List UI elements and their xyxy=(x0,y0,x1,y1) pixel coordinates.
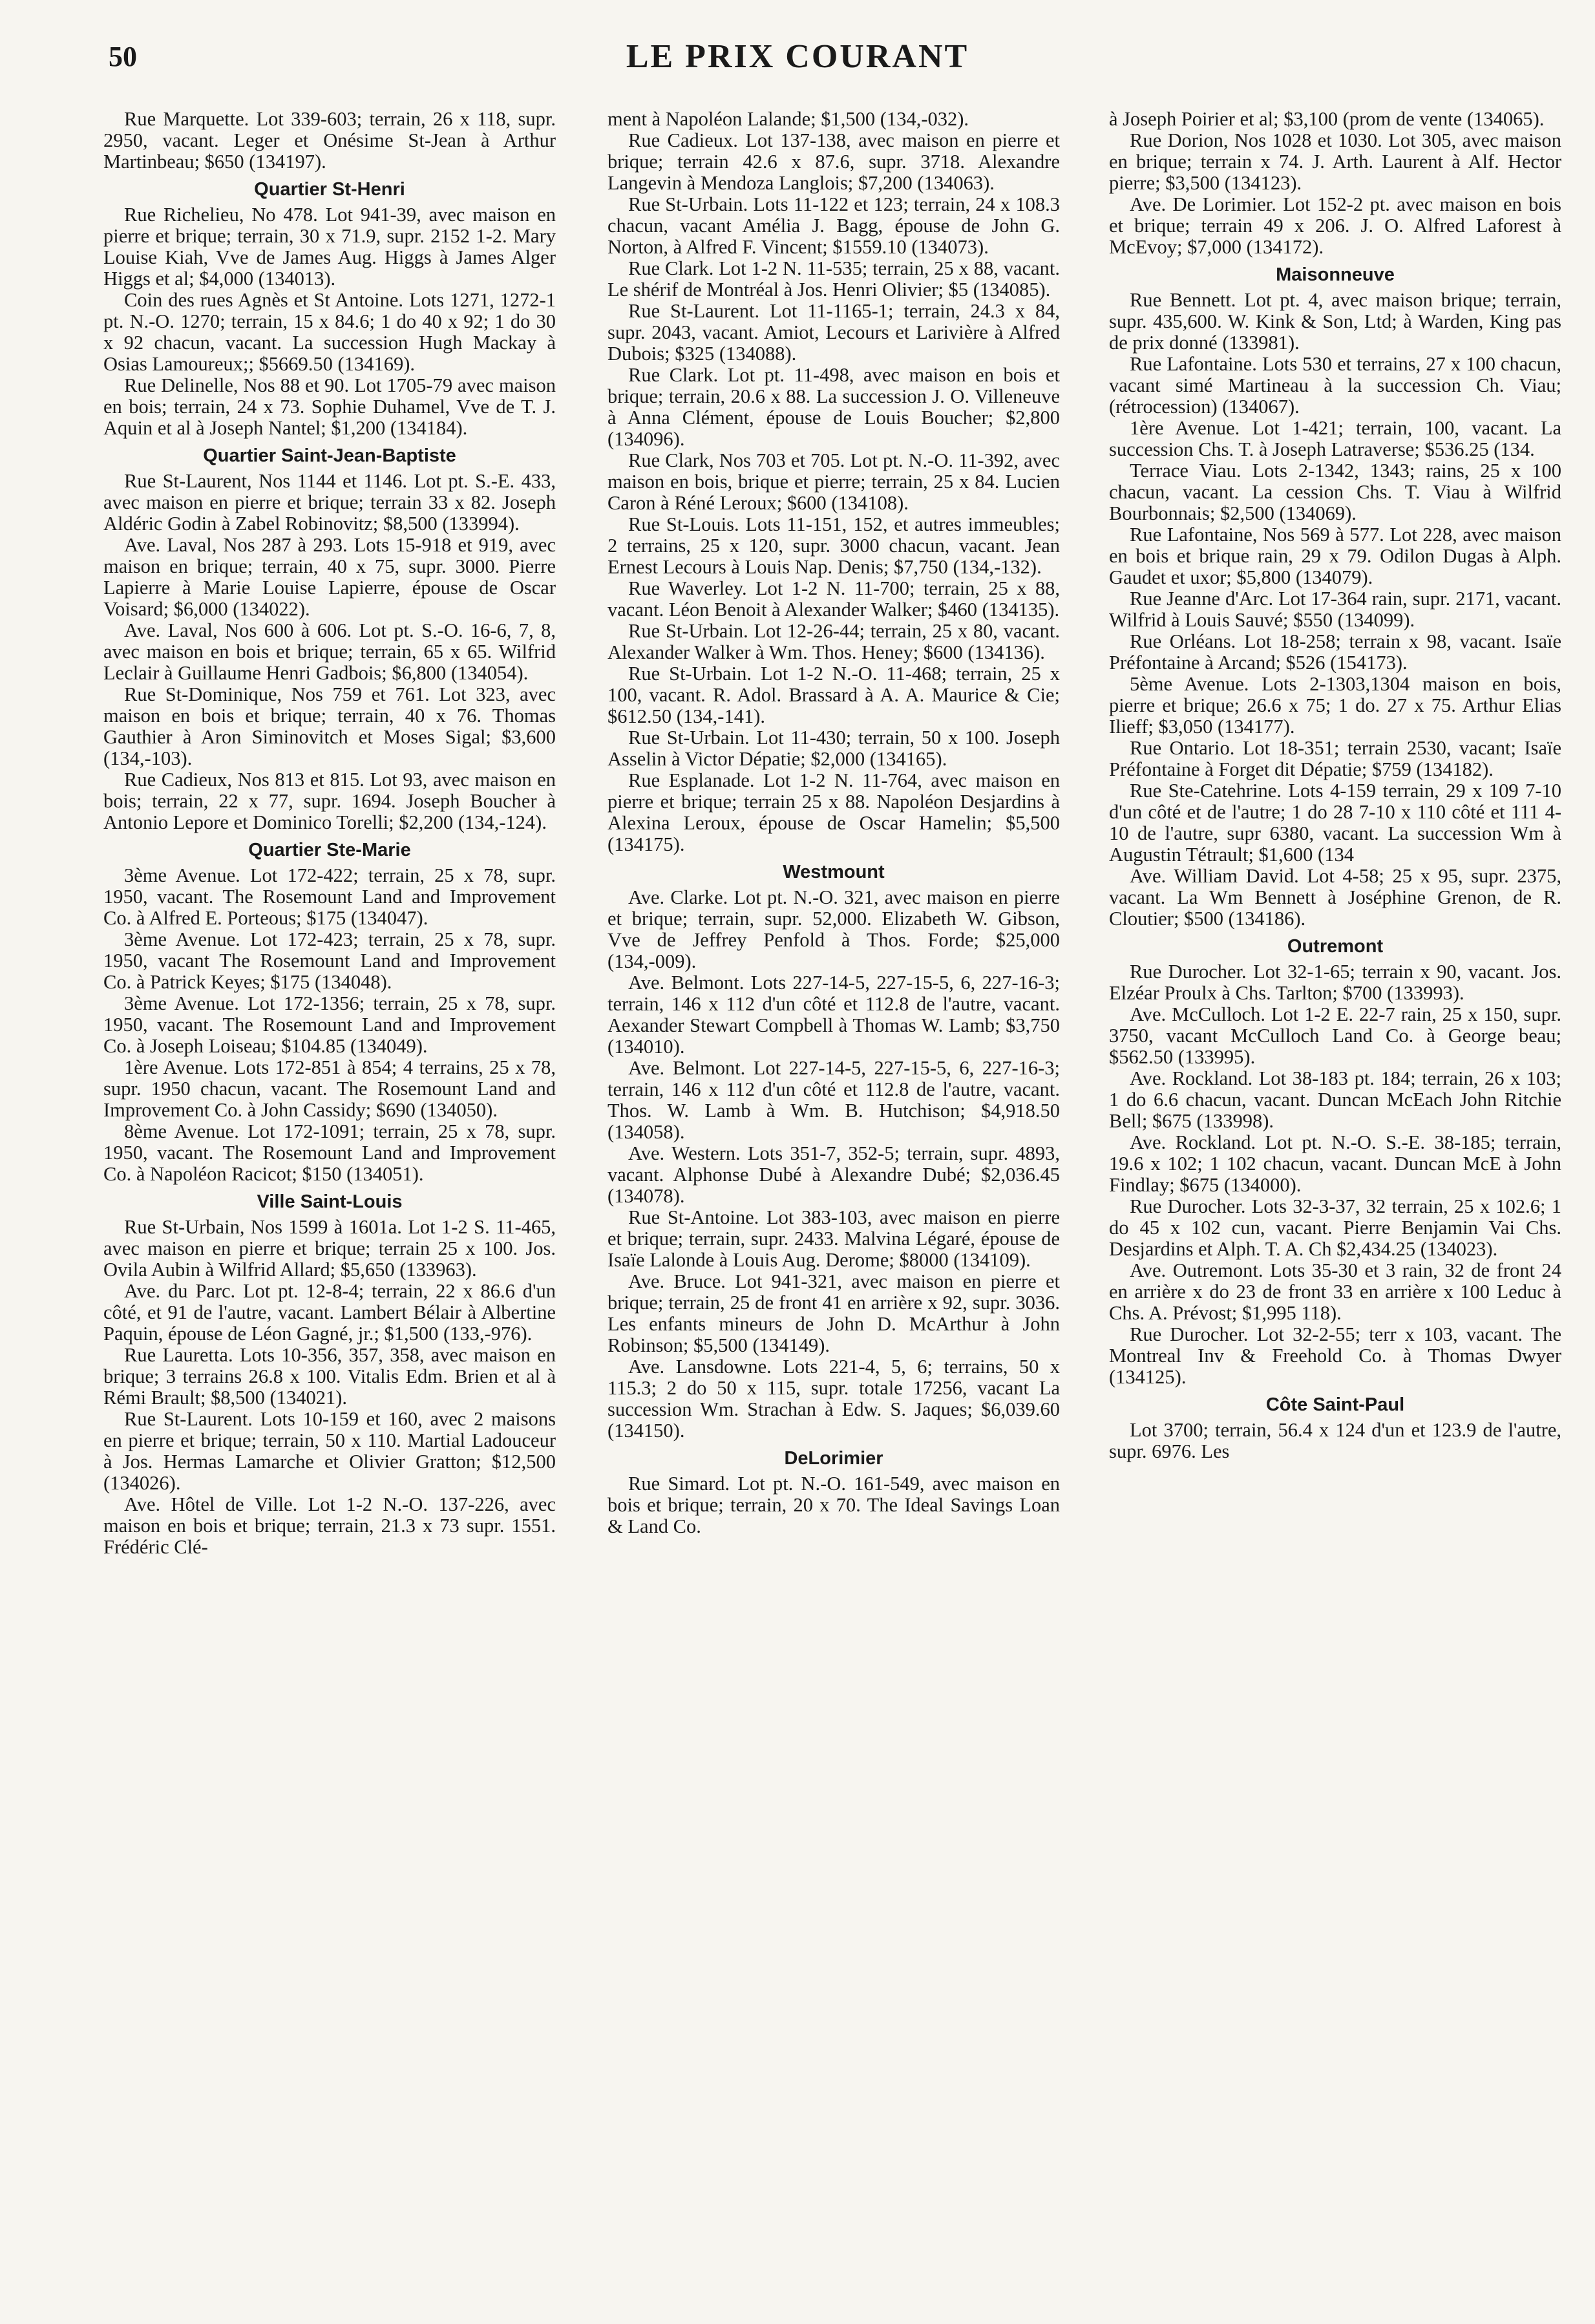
listing-paragraph: Rue Lafontaine, Nos 569 à 577. Lot 228, avec maison en bois et brique rain, 29 x 79. Odilon Dugas à Alph. Gaudet et uxor; $5,800 (134079). xyxy=(1109,524,1561,588)
listing-paragraph: Rue St-Urbain. Lot 11-430; terrain, 50 x 100. Joseph Asselin à Victor Dépatie; $2,000 (134165). xyxy=(607,727,1060,770)
section-heading: Quartier Saint-Jean-Baptiste xyxy=(203,445,456,466)
listing-paragraph: Ave. Laval, Nos 600 à 606. Lot pt. S.-O. 16-6, 7, 8, avec maison en bois et brique; terrain, 65 x 65. Wilfrid Leclair à Guillaume Henri Gadbois; $6,800 (134054). xyxy=(103,619,556,684)
listing-paragraph: Ave. William David. Lot 4-58; 25 x 95, supr. 2375, vacant. La Wm Bennett à Joséphine Grenon, de R. Cloutier; $500 (134186). xyxy=(1109,865,1561,930)
listing-paragraph: Rue Durocher. Lots 32-3-37, 32 terrain, 25 x 102.6; 1 do 45 x 102 cun, vacant. Pierre Benjamin Vai Chs. Desjardins et Alph. T. A. Ch $2,434.25 (134023). xyxy=(1109,1195,1561,1260)
listing-paragraph: Rue Jeanne d'Arc. Lot 17-364 rain, supr. 2171, vacant. Wilfrid à Louis Sauvé; $550 (134099). xyxy=(1109,588,1561,631)
section-heading: Maisonneuve xyxy=(1276,264,1395,285)
listing-paragraph: Ave. Rockland. Lot 38-183 pt. 184; terrain, 26 x 103; 1 do 6.6 chacun, vacant. Duncan McEach John Ritchie Bell; $675 (133998). xyxy=(1109,1067,1561,1132)
listing-paragraph: Rue Orléans. Lot 18-258; terrain x 98, vacant. Isaïe Préfontaine à Arcand; $526 (154173). xyxy=(1109,630,1561,674)
listing-paragraph: Ave. Rockland. Lot pt. N.-O. S.-E. 38-185; terrain, 19.6 x 102; 1 102 chacun, vacant. Duncan McE à John Findlay; $675 (134000). xyxy=(1109,1131,1561,1196)
listing-paragraph: Ave. Outremont. Lots 35-30 et 3 rain, 32 de front 24 en arrière x do 23 de front 33 en arrière x 100 Leduc à Chs. A. Prévost; $1,995 118). xyxy=(1109,1259,1561,1324)
listing-paragraph: Rue Dorion, Nos 1028 et 1030. Lot 305, avec maison en brique; terrain x 74. J. Arth. Laurent à Alf. Hector pierre; $3,500 (134123). xyxy=(1109,129,1561,194)
listing-paragraph: Ave. Western. Lots 351-7, 352-5; terrain, supr. 4893, vacant. Alphonse Dubé à Alexandre Dubé; $2,036.45 (134078). xyxy=(607,1142,1060,1207)
listing-paragraph: Rue St-Louis. Lots 11-151, 152, et autres immeubles; 2 terrains, 25 x 120, supr. 3000 chacun, vacant. Jean Ernest Lecours à Louis Nap. Denis; $7,750 (134,-132). xyxy=(607,513,1060,578)
listing-paragraph: Rue St-Laurent. Lot 11-1165-1; terrain, 24.3 x 84, supr. 2043, vacant. Amiot, Lecours et Larivière à Alfred Dubois; $325 (134088). xyxy=(607,300,1060,365)
page-number: 50 xyxy=(109,41,137,72)
listing-paragraph: Ave. Belmont. Lots 227-14-5, 227-15-5, 6, 227-16-3; terrain, 146 x 112 d'un côté et 112.8 de l'autre, vacant. Aexander Stewart Compbell à Thomas W. Lamb; $3,750 (134010). xyxy=(607,972,1060,1058)
text-column-1 xyxy=(103,109,556,1558)
section-heading: Côte Saint-Paul xyxy=(1265,1394,1405,1415)
listing-paragraph: Ave. Belmont. Lot 227-14-5, 227-15-5, 6, 227-16-3; terrain, 146 x 112 d'un côté et 112.8 de l'autre, vacant. Thos. W. Lamb à Wm. B. Hutchison; $4,918.50 (134058). xyxy=(607,1057,1060,1143)
listing-paragraph: Rue Clark. Lot 1-2 N. 11-535; terrain, 25 x 88, vacant. Le shérif de Montréal à Jos. Henri Olivier; $5 (134085). xyxy=(607,257,1060,301)
listing-paragraph: Rue St-Urbain. Lot 1-2 N.-O. 11-468; terrain, 25 x 100, vacant. R. Adol. Brassard à A. A. Maurice & Cie; $612.50 (134,-141). xyxy=(607,663,1060,727)
listing-paragraph: Ave. Bruce. Lot 941-321, avec maison en pierre et brique; terrain, 25 de front 41 en arrière x 92, supr. 3036. Les enfants mineurs de John D. McArthur à John Robinson; $5,500 (134149). xyxy=(607,1270,1060,1356)
listing-paragraph: 1ère Avenue. Lots 172-851 à 854; 4 terrains, 25 x 78, supr. 1950 chacun, vacant. The Rosemount Land and Improvement Co. à John Cassidy; $690 (134050). xyxy=(103,1056,556,1121)
listing-paragraph: Ave. McCulloch. Lot 1-2 E. 22-7 rain, 25 x 150, supr. 3750, vacant McCulloch Land Co. à George beau; $562.50 (133995). xyxy=(1109,1003,1561,1068)
section-heading: Outremont xyxy=(1287,936,1384,957)
section-heading: Quartier Ste-Marie xyxy=(248,840,411,860)
listing-paragraph: Coin des rues Agnès et St Antoine. Lots 1271, 1272-1 pt. N.-O. 1270; terrain, 15 x 84.6; 1 do 40 x 92; 1 do 30 x 92 chacun, vacant. La succession Hugh Mackay à Osias Lamoureux;; $5669.50 (134169). xyxy=(103,289,556,375)
page-header xyxy=(0,0,1595,103)
listing-paragraph: Rue Clark, Nos 703 et 705. Lot pt. N.-O. 11-392, avec maison en bois, brique et pierre; terrain, 25 x 84. Lucien Caron à Réné Leroux; $600 (134108). xyxy=(607,449,1060,514)
listing-paragraph: Rue Simard. Lot pt. N.-O. 161-549, avec maison en bois et brique; terrain, 20 x 70. The Ideal Savings Loan & Land Co. xyxy=(607,1473,1060,1537)
listing-paragraph: à Joseph Poirier et al; $3,100 (prom de vente (134065). xyxy=(1109,108,1545,130)
listing-paragraph: Rue Durocher. Lot 32-2-55; terr x 103, vacant. The Montreal Inv & Freehold Co. à Thomas Dwyer (134125). xyxy=(1109,1323,1561,1388)
section-heading: Quartier St-Henri xyxy=(254,179,405,200)
section-heading: Westmount xyxy=(783,862,885,882)
listing-paragraph: Rue St-Dominique, Nos 759 et 761. Lot 323, avec maison en bois et brique; terrain, 40 x 76. Thomas Gauthier à Aron Siminovitch et Moses Sigal; $3,600 (134,-103). xyxy=(103,683,556,769)
listing-paragraph: Rue St-Urbain. Lots 11-122 et 123; terrain, 24 x 108.3 chacun, vacant Amélia J. Bagg, épouse de John G. Norton, à Alfred F. Vincent; $1559.10 (134073). xyxy=(607,193,1060,258)
section-heading: Ville Saint-Louis xyxy=(257,1191,403,1212)
listing-paragraph: Rue Cadieux. Lot 137-138, avec maison en pierre et brique; terrain 42.6 x 87.6, supr. 3718. Alexandre Langevin à Mendoza Langlois; $7,200 (134063). xyxy=(607,129,1060,194)
listing-paragraph: Rue Marquette. Lot 339-603; terrain, 26 x 118, supr. 2950, vacant. Leger et Onésime St-Jean à Arthur Martinbeau; $650 (134197). xyxy=(103,108,556,173)
listing-paragraph: Rue Delinelle, Nos 88 et 90. Lot 1705-79 avec maison en bois; terrain, 24 x 73. Sophie Duhamel, Vve de T. J. Aquin et al à Joseph Nantel; $1,200 (134184). xyxy=(103,374,556,439)
listing-paragraph: Ave. De Lorimier. Lot 152-2 pt. avec maison en bois et brique; terrain 49 x 206. J. O. Alfred Laforest à McEvoy; $7,000 (134172). xyxy=(1109,193,1561,258)
listing-paragraph: Rue Lauretta. Lots 10-356, 357, 358, avec maison en brique; 3 terrains 26.8 x 100. Vitalis Edm. Brien et al à Rémi Brault; $8,500 (134021). xyxy=(103,1344,556,1409)
listing-paragraph: Rue Ste-Catehrine. Lots 4-159 terrain, 29 x 109 7-10 d'un côté et de l'autre; 1 do 28 7-10 x 110 côté et 111 4-10 de l'autre, supr 6380, vacant. La succession Wm à Augustin Tétrault; $1,600 (134 xyxy=(1109,780,1561,866)
listing-paragraph: Rue Waverley. Lot 1-2 N. 11-700; terrain, 25 x 88, vacant. Léon Benoit à Alexander Walker; $460 (134135). xyxy=(607,577,1060,621)
listing-paragraph: Rue St-Laurent. Lots 10-159 et 160, avec 2 maisons en pierre et brique; terrain, 50 x 110. Martial Ladouceur à Jos. Hermas Lamarche et Olivier Gratton; $12,500 (134026). xyxy=(103,1408,556,1494)
listing-paragraph: Rue Clark. Lot pt. 11-498, avec maison en bois et brique; terrain, 20.6 x 88. La succession J. O. Villeneuve à Anna Clément, épouse de Louis Boucher; $2,800 (134096). xyxy=(607,364,1060,450)
listing-paragraph: Ave. Laval, Nos 287 à 293. Lots 15-918 et 919, avec maison en brique; terrain, 40 x 75, supr. 3000. Pierre Lapierre à Marie Louise Lapierre, épouse de Oscar Voisard; $6,000 (134022). xyxy=(103,534,556,620)
listing-paragraph: Rue St-Laurent, Nos 1144 et 1146. Lot pt. S.-E. 433, avec maison en pierre et brique; terrain 33 x 82. Joseph Aldéric Godin à Zabel Robinovitz; $8,500 (133994). xyxy=(103,470,556,535)
listing-paragraph: Ave. Lansdowne. Lots 221-4, 5, 6; terrains, 50 x 115.3; 2 do 50 x 115, supr. totale 17256, vacant La succession Wm. Strachan à Edw. S. Jaques; $6,039.60 (134150). xyxy=(607,1356,1060,1442)
listing-paragraph: Ave. Clarke. Lot pt. N.-O. 321, avec maison en pierre et brique; terrain, supr. 52,000. Elizabeth W. Gibson, Vve de Jeffrey Penfold à Thos. Forde; $25,000 (134,-009). xyxy=(607,886,1060,972)
listing-paragraph: 8ème Avenue. Lot 172-1091; terrain, 25 x 78, supr. 1950, vacant. The Rosemount Land and Improvement Co. à Napoléon Racicot; $150 (134051). xyxy=(103,1120,556,1185)
listing-paragraph: Ave. Hôtel de Ville. Lot 1-2 N.-O. 137-226, avec maison en bois et brique; terrain, 21.3 x 73 supr. 1551. Frédéric Clé- xyxy=(103,1493,556,1558)
listing-paragraph: Ave. du Parc. Lot pt. 12-8-4; terrain, 22 x 86.6 d'un côté, et 91 de l'autre, vacant. Lambert Bélair à Albertine Paquin, épouse de Léon Gagné, jr.; $1,500 (133,-976). xyxy=(103,1280,556,1345)
listing-paragraph: 5ème Avenue. Lots 2-1303,1304 maison en bois, pierre et brique; 26.6 x 75; 1 do. 27 x 75. Arthur Elias Ilieff; $3,050 (134177). xyxy=(1109,673,1561,738)
listing-paragraph: Rue Durocher. Lot 32-1-65; terrain x 90, vacant. Jos. Elzéar Proulx à Chs. Tarlton; $700 (133993). xyxy=(1109,961,1561,1004)
listing-paragraph: Rue St-Antoine. Lot 383-103, avec maison en pierre et brique; terrain, supr. 2433. Malvina Légaré, épouse de Isaïe Lalonde à Louis Aug. Derome; $8000 (134109). xyxy=(607,1206,1060,1271)
listing-paragraph: 3ème Avenue. Lot 172-1356; terrain, 25 x 78, supr. 1950, vacant. The Rosemount Land and Improvement Co. à Joseph Loiseau; $104.85 (134049). xyxy=(103,992,556,1057)
listing-paragraph: 3ème Avenue. Lot 172-422; terrain, 25 x 78, supr. 1950, vacant. The Rosemount Land and Improvement Co. à Alfred E. Porteous; $175 (134047). xyxy=(103,864,556,929)
listing-paragraph: Rue Ontario. Lot 18-351; terrain 2530, vacant; Isaïe Préfontaine à Forget dit Dépatie; $759 (134182). xyxy=(1109,737,1561,780)
listing-paragraph: Rue Lafontaine. Lots 530 et terrains, 27 x 100 chacun, vacant simé Martineau à la succession Ch. Viau; (rétrocession) (134067). xyxy=(1109,353,1561,418)
listing-paragraph: Lot 3700; terrain, 56.4 x 124 d'un et 123.9 de l'autre, supr. 6976. Les xyxy=(1109,1419,1561,1462)
listing-paragraph: Rue St-Urbain, Nos 1599 à 1601a. Lot 1-2 S. 11-465, avec maison en pierre et brique; terrain 25 x 100. Jos. Ovila Aubin à Wilfrid Allard; $5,650 (133963). xyxy=(103,1216,556,1281)
listing-paragraph: Rue Cadieux, Nos 813 et 815. Lot 93, avec maison en bois; terrain, 22 x 77, supr. 1694. Joseph Boucher à Antonio Lepore et Dominico Torelli; $2,200 (134,-124). xyxy=(103,769,556,833)
section-heading: DeLorimier xyxy=(784,1448,883,1469)
running-title: LE PRIX COURANT xyxy=(626,38,969,75)
listing-paragraph: ment à Napoléon Lalande; $1,500 (134,-032). xyxy=(607,108,969,130)
text-column-3 xyxy=(1109,109,1561,1462)
listing-paragraph: Rue Bennett. Lot pt. 4, avec maison brique; terrain, supr. 435,600. W. Kink & Son, Ltd; à Warden, King pas de prix donné (133981). xyxy=(1109,289,1561,354)
listing-paragraph: 3ème Avenue. Lot 172-423; terrain, 25 x 78, supr. 1950, vacant The Rosemount Land and Improvement Co. à Patrick Keyes; $175 (134048). xyxy=(103,928,556,993)
listing-paragraph: 1ère Avenue. Lot 1-421; terrain, 100, vacant. La succession Chs. T. à Joseph Latraverse; $536.25 (134. xyxy=(1109,417,1561,460)
listing-paragraph: Rue St-Urbain. Lot 12-26-44; terrain, 25 x 80, vacant. Alexander Walker à Wm. Thos. Heney; $600 (134136). xyxy=(607,620,1060,663)
listing-paragraph: Rue Richelieu, No 478. Lot 941-39, avec maison en pierre et brique; terrain, 30 x 71.9, supr. 2152 1-2. Mary Louise Kiah, Vve de James Aug. Higgs à James Alger Higgs et al; $4,000 (134013). xyxy=(103,204,556,290)
text-column-2 xyxy=(607,109,1060,1537)
listing-paragraph: Terrace Viau. Lots 2-1342, 1343; rains, 25 x 100 chacun, vacant. La cession Chs. T. Viau à Wilfrid Bourbonnais; $2,500 (134069). xyxy=(1109,460,1561,524)
listing-paragraph: Rue Esplanade. Lot 1-2 N. 11-764, avec maison en pierre et brique; terrain 25 x 88. Napoléon Desjardins à Alexina Leroux, épouse de Oscar Hamelin; $5,500 (134175). xyxy=(607,769,1060,855)
